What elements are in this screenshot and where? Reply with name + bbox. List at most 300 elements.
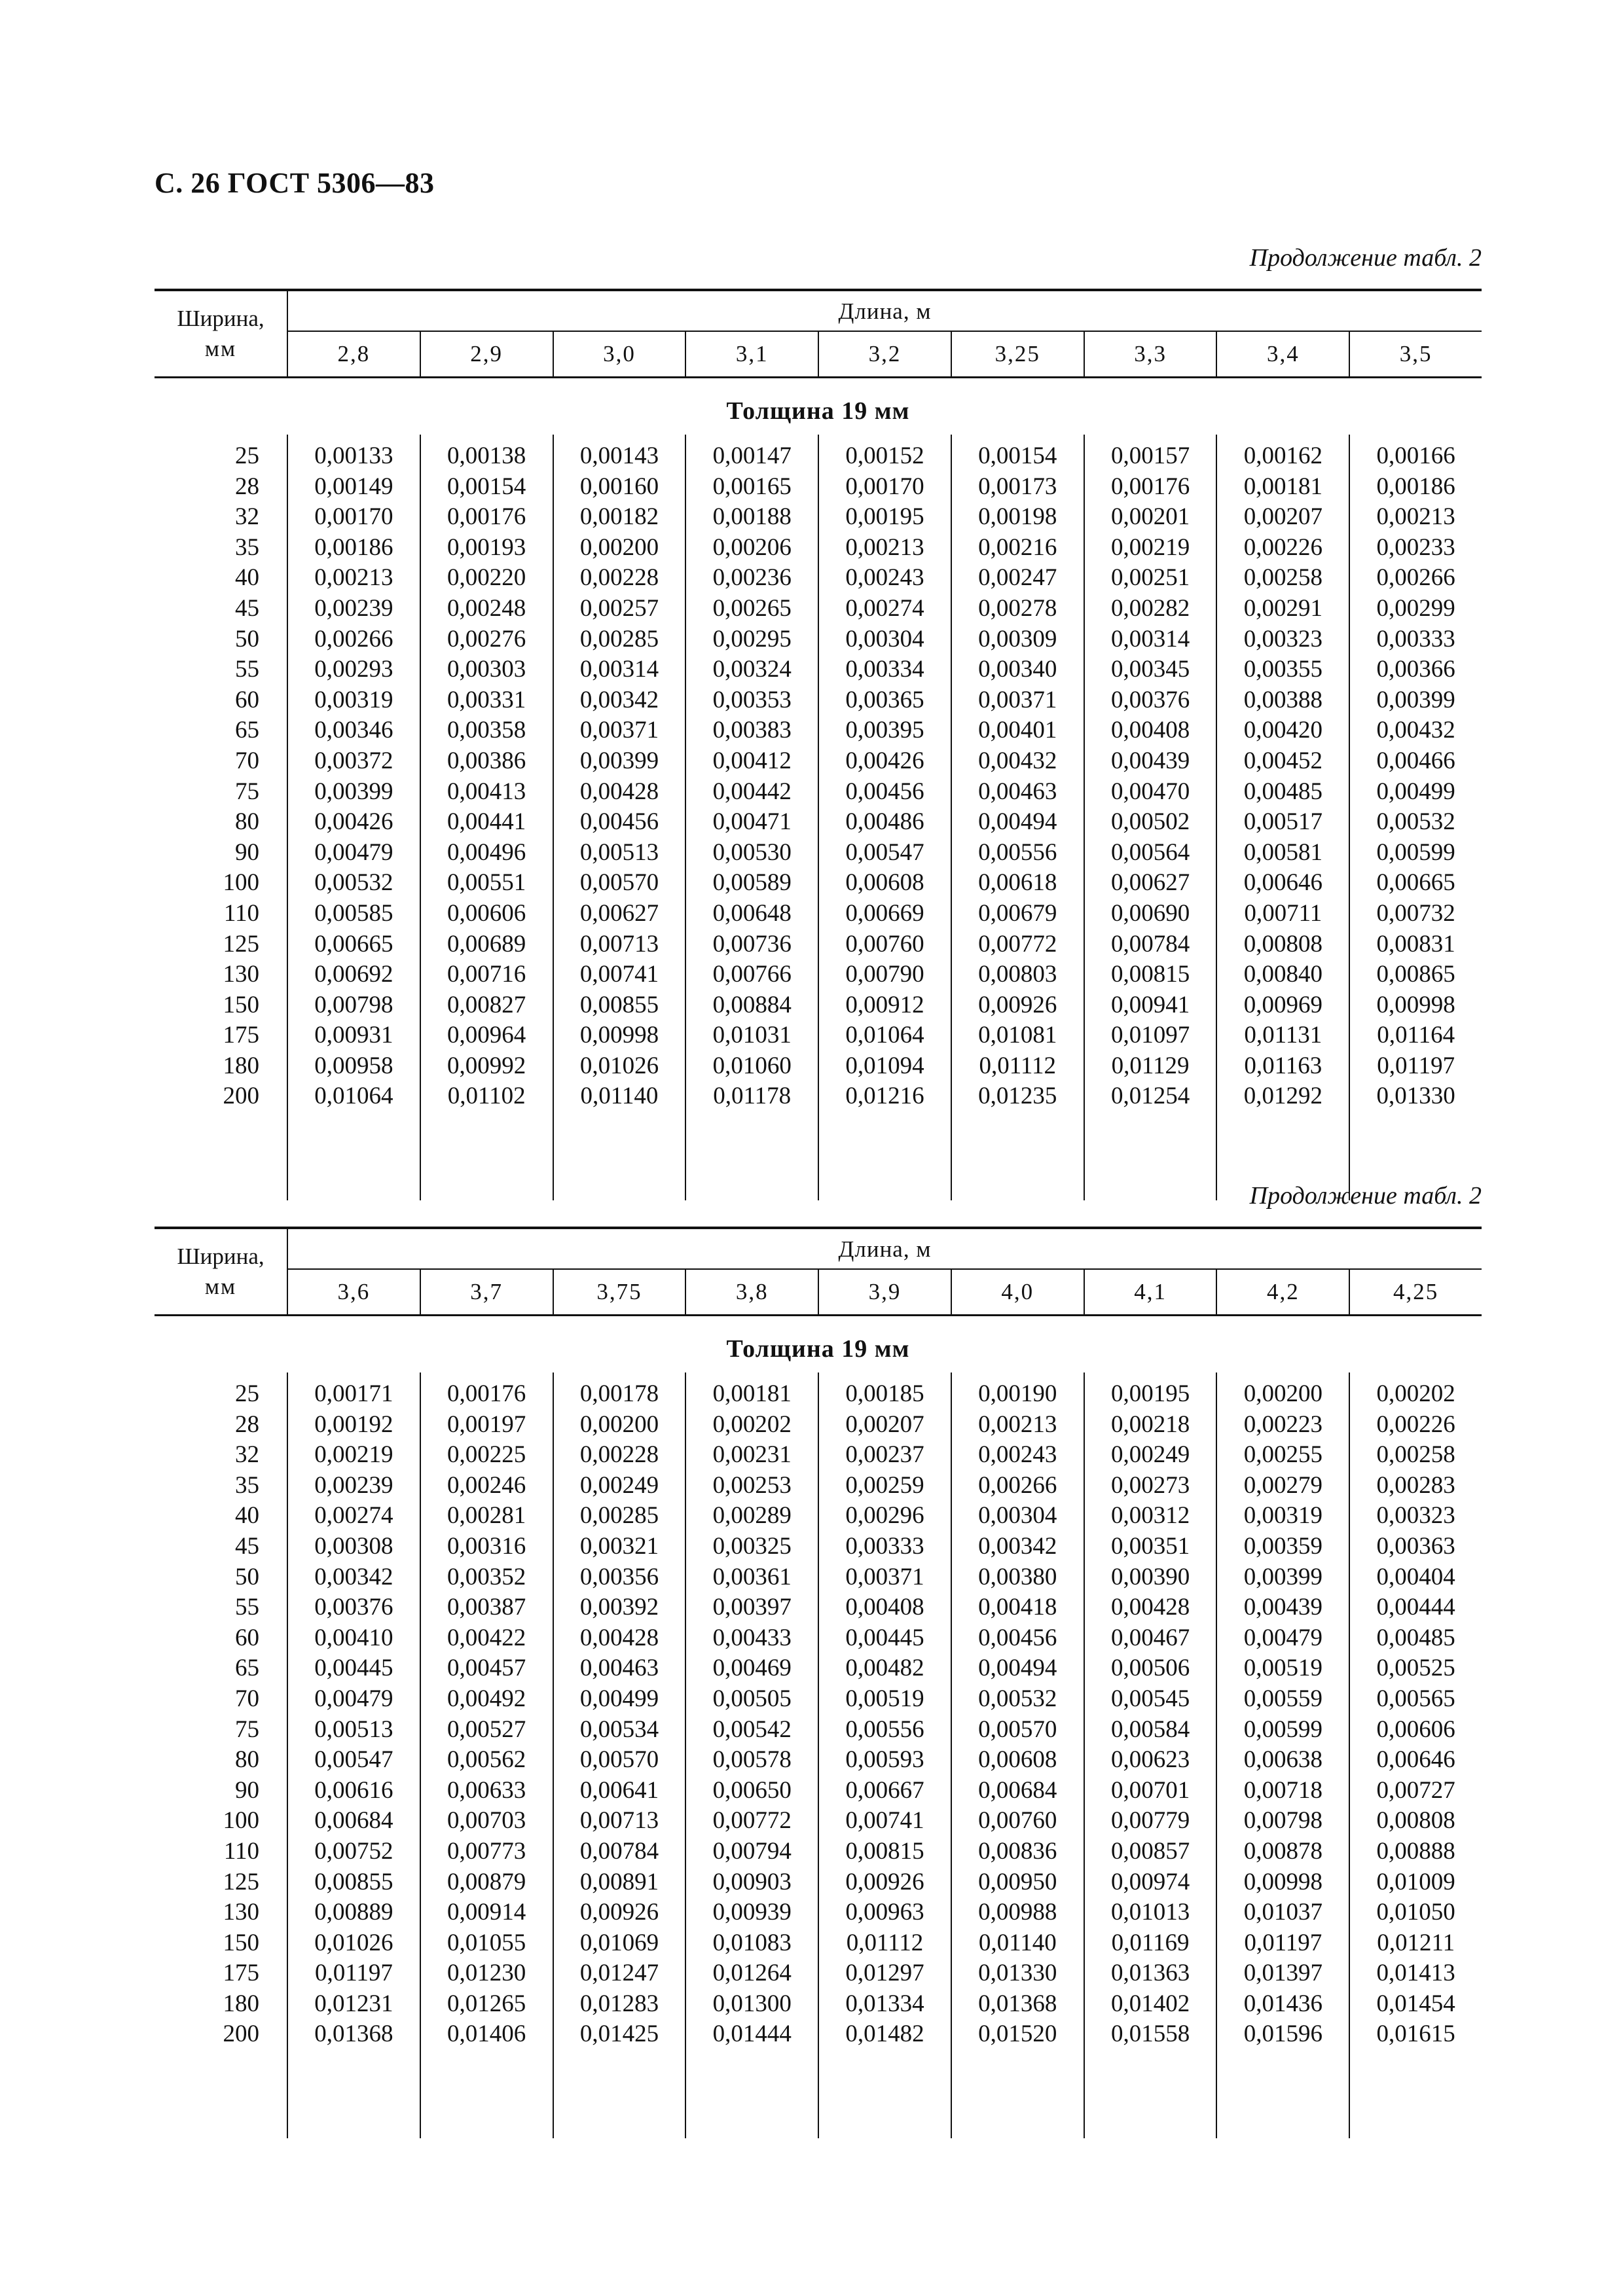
value-cell: 0,01013 [1110,1899,1190,1926]
value-cell: 0,00667 [845,1776,924,1804]
width-cell: 45 [235,594,259,622]
width-cell: 32 [235,1441,259,1469]
value-cell: 0,00170 [845,473,924,500]
value-cell: 0,00401 [978,717,1057,744]
value-cell: 0,00494 [978,808,1057,836]
value-cell: 0,00618 [978,869,1057,897]
value-cell: 0,00969 [1243,991,1322,1018]
value-column [685,435,818,1200]
value-cell: 0,00772 [712,1807,792,1835]
value-cell: 0,00243 [978,1441,1057,1469]
value-cell: 0,00469 [712,1655,792,1682]
value-cell: 0,00399 [579,747,659,774]
value-cell: 0,01413 [1376,1960,1455,1987]
value-cell: 0,01050 [1376,1899,1455,1926]
value-cell: 0,01558 [1110,2020,1190,2048]
value-cell: 0,01112 [979,1052,1057,1079]
value-cell: 0,00964 [447,1022,526,1049]
value-cell: 0,00439 [1243,1594,1322,1621]
value-cell: 0,00165 [712,473,792,500]
value-cell: 0,00752 [314,1837,393,1865]
value-cell: 0,00239 [314,594,393,622]
value-cell: 0,00713 [579,930,659,958]
value-cell: 0,00690 [1110,899,1190,927]
value-cell: 0,00585 [314,899,393,927]
value-cell: 0,00420 [1243,717,1322,744]
value-cell: 0,00784 [579,1837,659,1865]
value-column [818,1372,951,2138]
value-cell: 0,00410 [314,1624,393,1651]
value-cell: 0,00188 [712,503,792,531]
value-cell: 0,00186 [314,533,393,561]
value-cell: 0,00371 [579,717,659,744]
page-header: С. 26 ГОСТ 5306—83 [155,167,435,199]
length-value-cell: 3,0 [553,331,685,376]
value-cell: 0,00392 [579,1594,659,1621]
value-cell: 0,00736 [712,930,792,958]
value-cell: 0,01596 [1243,2020,1322,2048]
value-cell: 0,00482 [845,1655,924,1682]
value-cell: 0,00324 [712,656,792,683]
value-cell: 0,00346 [314,717,393,744]
table-header [155,289,1482,378]
value-cell: 0,00542 [712,1715,792,1743]
value-cell: 0,00692 [314,961,393,988]
value-cell: 0,01425 [579,2020,659,2048]
value-cell: 0,00171 [314,1380,393,1407]
value-cell: 0,00408 [845,1594,924,1621]
value-cell: 0,00479 [314,1685,393,1712]
value-cell: 0,00432 [978,747,1057,774]
value-cell: 0,00606 [447,899,526,927]
value-cell: 0,00439 [1110,747,1190,774]
value-cell: 0,00231 [712,1441,792,1469]
value-cell: 0,00266 [314,625,393,653]
value-cell: 0,00266 [978,1471,1057,1499]
value-cell: 0,00701 [1110,1776,1190,1804]
value-cell: 0,01363 [1110,1960,1190,1987]
value-cell: 0,00974 [1110,1868,1190,1895]
value-cell: 0,00452 [1243,747,1322,774]
value-cell: 0,00545 [1110,1685,1190,1712]
length-value-cell: 3,1 [685,331,818,376]
value-cell: 0,00499 [1376,778,1455,805]
value-cell: 0,00371 [845,1563,924,1590]
value-cell: 0,00249 [579,1471,659,1499]
value-cell: 0,00616 [314,1776,393,1804]
value-cell: 0,00331 [447,686,526,713]
value-cell: 0,00225 [447,1441,526,1469]
width-cell: 50 [235,625,259,653]
value-cell: 0,00606 [1376,1715,1455,1743]
value-cell: 0,00202 [1376,1380,1455,1407]
value-cell: 0,00422 [447,1624,526,1651]
value-cell: 0,00665 [314,930,393,958]
value-cell: 0,00258 [1243,564,1322,592]
width-column [155,1372,287,2138]
value-cell: 0,00878 [1243,1837,1322,1865]
continuation-label: Продолжение табл. 2 [1249,244,1482,272]
value-cell: 0,00170 [314,503,393,531]
value-cell: 0,00312 [1110,1502,1190,1530]
value-cell: 0,01009 [1376,1868,1455,1895]
value-cell: 0,01436 [1243,1990,1322,2017]
value-cell: 0,00441 [447,808,526,836]
value-cell: 0,01330 [1376,1083,1455,1110]
value-cell: 0,01164 [1377,1022,1455,1049]
value-cell: 0,00998 [1243,1868,1322,1895]
value-cell: 0,00669 [845,899,924,927]
value-cell: 0,00831 [1376,930,1455,958]
value-cell: 0,01265 [447,1990,526,2017]
value-cell: 0,00333 [1376,625,1455,653]
value-cell: 0,00727 [1376,1776,1455,1804]
value-cell: 0,00219 [314,1441,393,1469]
value-cell: 0,00408 [1110,717,1190,744]
value-cell: 0,00154 [447,473,526,500]
value-cell: 0,00633 [447,1776,526,1804]
value-column [1084,1372,1216,2138]
value-cell: 0,00532 [314,869,393,897]
value-column [420,1372,553,2138]
value-cell: 0,00912 [845,991,924,1018]
value-cell: 0,00741 [845,1807,924,1835]
value-cell: 0,00773 [447,1837,526,1865]
value-cell: 0,00519 [1243,1655,1322,1682]
width-cell: 130 [223,961,259,988]
value-cell: 0,00195 [1110,1380,1190,1407]
value-cell: 0,00463 [978,778,1057,805]
length-value-cell: 3,9 [818,1269,951,1314]
value-cell: 0,00285 [579,625,659,653]
value-cell: 0,01402 [1110,1990,1190,2017]
value-cell: 0,00963 [845,1899,924,1926]
value-cell: 0,00173 [978,473,1057,500]
width-cell: 60 [235,1624,259,1651]
width-cell: 60 [235,686,259,713]
length-value-cell: 3,6 [287,1269,420,1314]
value-cell: 0,01055 [447,1929,526,1956]
value-cell: 0,00365 [845,686,924,713]
value-cell: 0,00304 [978,1502,1057,1530]
value-cell: 0,00213 [978,1410,1057,1438]
value-cell: 0,00650 [712,1776,792,1804]
value-cell: 0,00233 [1376,533,1455,561]
value-cell: 0,00387 [447,1594,526,1621]
value-cell: 0,00684 [978,1776,1057,1804]
value-cell: 0,00143 [579,442,659,469]
value-cell: 0,00888 [1376,1837,1455,1865]
value-cell: 0,00334 [845,656,924,683]
value-cell: 0,00608 [978,1746,1057,1774]
value-cell: 0,00532 [978,1685,1057,1712]
value-cell: 0,01197 [1377,1052,1455,1079]
value-cell: 0,00665 [1376,869,1455,897]
value-cell: 0,00513 [579,838,659,866]
value-cell: 0,00815 [1110,961,1190,988]
value-cell: 0,00570 [978,1715,1057,1743]
width-cell: 90 [235,838,259,866]
value-cell: 0,01334 [845,1990,924,2017]
value-cell: 0,00371 [978,686,1057,713]
value-cell: 0,00827 [447,991,526,1018]
value-cell: 0,00914 [447,1899,526,1926]
value-cell: 0,00646 [1243,869,1322,897]
value-cell: 0,00247 [978,564,1057,592]
value-cell: 0,00342 [579,686,659,713]
value-cell: 0,00713 [579,1807,659,1835]
value-cell: 0,00340 [978,656,1057,683]
width-cell: 180 [223,1990,259,2017]
value-cell: 0,00207 [845,1410,924,1438]
value-cell: 0,00361 [712,1563,792,1590]
value-cell: 0,01169 [1111,1929,1190,1956]
value-cell: 0,00499 [579,1685,659,1712]
value-cell: 0,00149 [314,473,393,500]
value-cell: 0,00283 [1376,1471,1455,1499]
value-cell: 0,00198 [978,503,1057,531]
value-cell: 0,01368 [314,2020,393,2048]
value-cell: 0,00679 [978,899,1057,927]
length-value-cell: 3,3 [1084,331,1216,376]
value-cell: 0,00319 [314,686,393,713]
value-cell: 0,00646 [1376,1746,1455,1774]
value-cell: 0,00534 [579,1715,659,1743]
value-cell: 0,00486 [845,808,924,836]
value-cell: 0,00296 [845,1502,924,1530]
width-cell: 65 [235,717,259,744]
value-column [287,1372,420,2138]
width-cell: 125 [223,1868,259,1895]
value-cell: 0,00323 [1243,625,1322,653]
value-cell: 0,00266 [1376,564,1455,592]
value-cell: 0,00395 [845,717,924,744]
value-cell: 0,01197 [314,1960,393,1987]
width-cell: 35 [235,533,259,561]
width-unit: мм [204,1274,237,1299]
value-cell: 0,01102 [447,1083,526,1110]
value-cell: 0,00718 [1243,1776,1322,1804]
value-cell: 0,00855 [579,991,659,1018]
value-cell: 0,00760 [845,930,924,958]
table-body [155,435,1482,1200]
value-cell: 0,01197 [1244,1929,1322,1956]
value-cell: 0,00998 [1376,991,1455,1018]
length-value-cell: 3,7 [420,1269,553,1314]
value-column [420,435,553,1200]
value-cell: 0,00891 [579,1868,659,1895]
value-cell: 0,00496 [447,838,526,866]
value-cell: 0,01283 [579,1990,659,2017]
value-cell: 0,00333 [845,1532,924,1560]
value-cell: 0,00711 [1244,899,1322,927]
value-cell: 0,00926 [579,1899,659,1926]
value-cell: 0,00299 [1376,594,1455,622]
length-value-cell: 2,9 [420,331,553,376]
thickness-label: Толщина 19 мм [726,1335,910,1363]
value-cell: 0,00485 [1243,778,1322,805]
width-cell: 180 [223,1052,259,1079]
value-cell: 0,01330 [978,1960,1057,1987]
value-cell: 0,00251 [1110,564,1190,592]
value-cell: 0,00285 [579,1502,659,1530]
value-cell: 0,00239 [314,1471,393,1499]
value-cell: 0,00278 [978,594,1057,622]
width-cell: 28 [235,1410,259,1438]
width-cell: 40 [235,564,259,592]
value-cell: 0,00684 [314,1807,393,1835]
value-cell: 0,00355 [1243,656,1322,683]
value-cell: 0,00433 [712,1624,792,1651]
value-cell: 0,00794 [712,1837,792,1865]
value-cell: 0,00803 [978,961,1057,988]
value-cell: 0,00303 [447,656,526,683]
value-cell: 0,00160 [579,473,659,500]
value-cell: 0,00432 [1376,717,1455,744]
value-cell: 0,01254 [1110,1083,1190,1110]
value-cell: 0,01482 [845,2020,924,2048]
length-value-cell: 3,25 [951,331,1084,376]
length-value-cell: 3,75 [553,1269,685,1314]
value-cell: 0,00226 [1376,1410,1455,1438]
value-cell: 0,01069 [579,1929,659,1956]
value-cell: 0,00741 [579,961,659,988]
value-cell: 0,01064 [845,1022,924,1049]
value-cell: 0,00623 [1110,1746,1190,1774]
value-cell: 0,00399 [1376,686,1455,713]
width-cell: 110 [223,899,259,927]
value-cell: 0,00593 [845,1746,924,1774]
value-cell: 0,00388 [1243,686,1322,713]
value-cell: 0,00492 [447,1685,526,1712]
value-cell: 0,00352 [447,1563,526,1590]
value-cell: 0,01129 [1111,1052,1190,1079]
value-cell: 0,00926 [845,1868,924,1895]
value-cell: 0,00581 [1243,838,1322,866]
value-cell: 0,00253 [712,1471,792,1499]
value-cell: 0,01081 [978,1022,1057,1049]
length-value-cell: 3,4 [1216,331,1349,376]
length-values-row [287,1269,1482,1314]
value-cell: 0,00494 [978,1655,1057,1682]
value-column [818,435,951,1200]
value-cell: 0,01216 [845,1083,924,1110]
value-cell: 0,00456 [579,808,659,836]
width-cell: 55 [235,1594,259,1621]
value-cell: 0,00176 [1110,473,1190,500]
value-cell: 0,00342 [978,1532,1057,1560]
value-cell: 0,00865 [1376,961,1455,988]
value-cell: 0,00206 [712,533,792,561]
value-cell: 0,01235 [978,1083,1057,1110]
value-cell: 0,00157 [1110,442,1190,469]
value-cell: 0,00412 [712,747,792,774]
value-cell: 0,00950 [978,1868,1057,1895]
value-cell: 0,01140 [978,1929,1057,1956]
value-cell: 0,00273 [1110,1471,1190,1499]
value-cell: 0,00939 [712,1899,792,1926]
value-cell: 0,00279 [1243,1471,1322,1499]
value-column [951,435,1084,1200]
value-cell: 0,00372 [314,747,393,774]
value-cell: 0,00258 [1376,1441,1455,1469]
value-cell: 0,00772 [978,930,1057,958]
value-cell: 0,00176 [447,503,526,531]
value-cell: 0,00836 [978,1837,1057,1865]
value-cell: 0,00426 [314,808,393,836]
value-cell: 0,00931 [314,1022,393,1049]
value-cell: 0,00638 [1243,1746,1322,1774]
value-cell: 0,00998 [579,1022,659,1049]
length-value-cell: 2,8 [287,331,420,376]
value-cell: 0,00356 [579,1563,659,1590]
value-cell: 0,00166 [1376,442,1455,469]
value-cell: 0,00463 [579,1655,659,1682]
value-cell: 0,01300 [712,1990,792,2017]
value-cell: 0,00319 [1243,1502,1322,1530]
length-value-cell: 4,1 [1084,1269,1216,1314]
value-cell: 0,00992 [447,1052,526,1079]
thickness-label: Толщина 19 мм [726,397,910,425]
continuation-label: Продолжение табл. 2 [1249,1182,1482,1210]
value-cell: 0,00428 [579,1624,659,1651]
value-cell: 0,00291 [1243,594,1322,622]
value-cell: 0,01444 [712,2020,792,2048]
value-cell: 0,00351 [1110,1532,1190,1560]
value-cell: 0,00255 [1243,1441,1322,1469]
value-cell: 0,00316 [447,1532,526,1560]
value-cell: 0,00578 [712,1746,792,1774]
value-cell: 0,00390 [1110,1563,1190,1590]
value-cell: 0,00627 [579,899,659,927]
value-cell: 0,00274 [314,1502,393,1530]
value-cell: 0,01615 [1376,2020,1455,2048]
value-cell: 0,00197 [447,1410,526,1438]
length-value-cell: 4,25 [1349,1269,1482,1314]
value-cell: 0,00570 [579,869,659,897]
width-cell: 100 [223,869,259,897]
value-cell: 0,00185 [845,1380,924,1407]
value-cell: 0,00200 [579,533,659,561]
value-cell: 0,00248 [447,594,526,622]
value-cell: 0,00314 [579,656,659,683]
value-cell: 0,01083 [712,1929,792,1956]
value-cell: 0,00502 [1110,808,1190,836]
value-cell: 0,00703 [447,1807,526,1835]
table-2 [155,1227,1482,2138]
width-cell: 100 [223,1807,259,1835]
width-column [155,435,287,1200]
value-cell: 0,00627 [1110,869,1190,897]
width-cell: 150 [223,1929,259,1956]
value-cell: 0,00213 [845,533,924,561]
value-cell: 0,00386 [447,747,526,774]
value-cell: 0,00181 [1243,473,1322,500]
length-value-cell: 3,5 [1349,331,1482,376]
value-cell: 0,00228 [579,1441,659,1469]
value-cell: 0,00376 [1110,686,1190,713]
value-cell: 0,00259 [845,1471,924,1499]
value-cell: 0,00359 [1243,1532,1322,1560]
value-column [1216,1372,1349,2138]
value-cell: 0,00808 [1243,930,1322,958]
value-cell: 0,00399 [1243,1563,1322,1590]
value-cell: 0,00766 [712,961,792,988]
value-cell: 0,00559 [1243,1685,1322,1712]
value-cell: 0,00689 [447,930,526,958]
width-cell: 25 [235,1380,259,1407]
value-cell: 0,00182 [579,503,659,531]
